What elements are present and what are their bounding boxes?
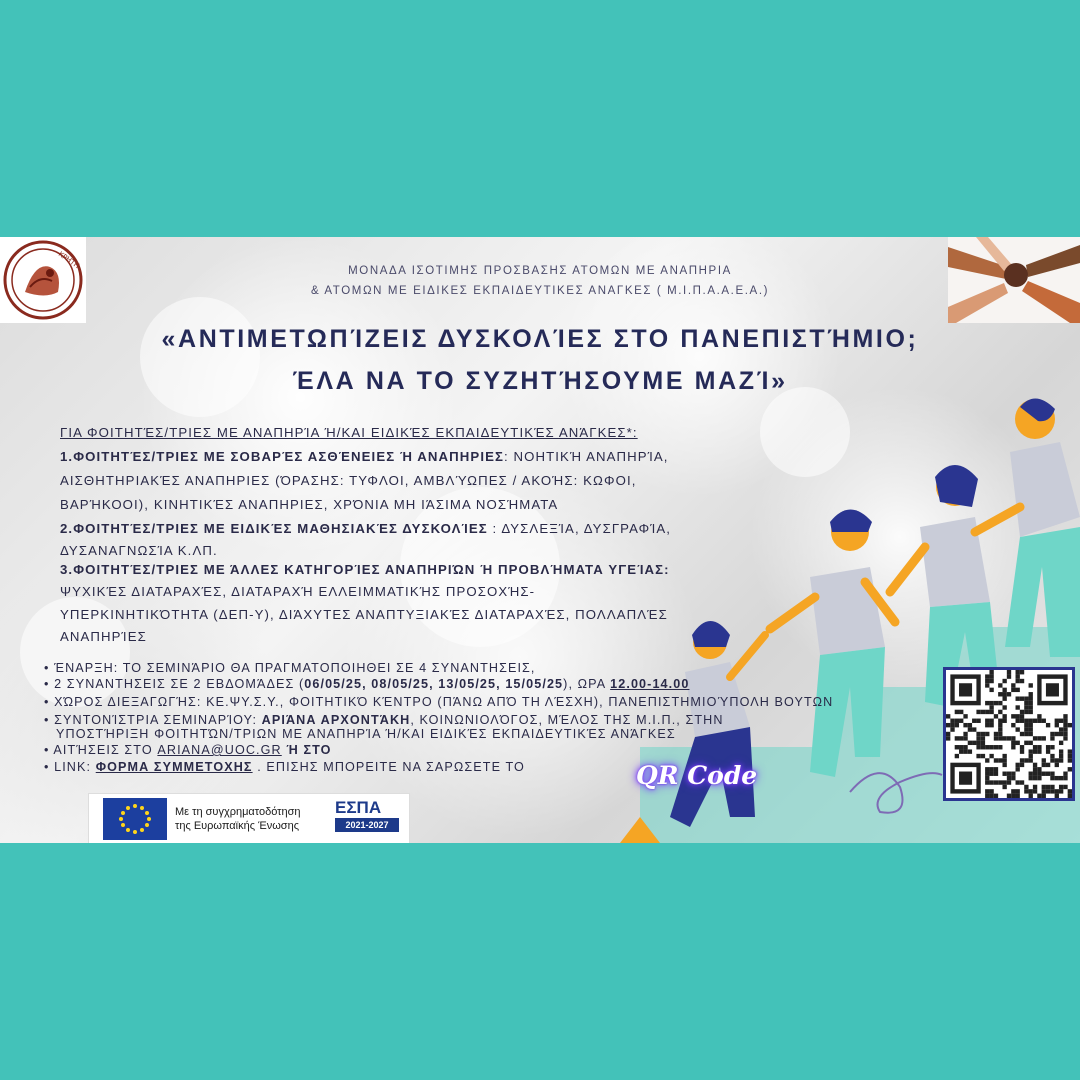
category-3	[60, 562, 670, 577]
schedule-time-prefix: ), ΩΡΑ	[563, 677, 611, 691]
venue-info: • ΧΏΡΟΣ ΔΙΕΞΑΓΩΓΉΣ: ΚΕ.ΨΥ.Σ.Υ., ΦΟΙΤΗΤΙΚΌ ΚΈΝΤΡΟ (ΠΆΝΩ ΑΠΌ ΤΗ ΛΈΣΧΗ), ΠΑΝΕΠΙΣΤΗΜΙΟΎΠΟΛΗ ΒΟΥΤΩΝ	[44, 695, 834, 709]
schedule-dates: 06/05/25, 08/05/25, 13/05/25, 15/05/25	[304, 677, 564, 691]
bokeh-light	[140, 297, 260, 417]
category-3-line2: ΨΥΧΙΚΈΣ ΔΙΑΤΑΡΑΧΈΣ, ΔΙΑΤΑΡΑΧΉ ΕΛΛΕΙΜΜΑΤΙΚΉΣ ΠΡΟΣΟΧΉΣ-	[60, 584, 536, 599]
link-info	[44, 760, 525, 774]
schedule-info	[44, 677, 689, 691]
title-line2: ΈΛΑ ΝΑ ΤΟ ΣΥΖΗΤΉΣΟΥΜΕ ΜΑΖΊ»	[292, 367, 788, 395]
category-1-text: : ΝΟΗΤΙΚΉ ΑΝΑΠΗΡΊΑ,	[504, 449, 669, 464]
university-logo	[0, 237, 86, 323]
category-2-line2: ΔΥΣΑΝΑΓΝΩΣΊΑ Κ.ΛΠ.	[60, 543, 218, 558]
coordinator-info	[44, 713, 724, 727]
schedule-prefix: • 2 ΣΥΝΑΝΤΗΣΕΙΣ ΣΕ 2 ΕΒΔΟΜΆΔΕΣ (	[44, 677, 305, 691]
espa-logo-text: ΕΣΠΑ	[335, 798, 382, 817]
eu-text-line2: της Ευρωπαϊκής Ένωσης	[175, 820, 299, 832]
qr-code[interactable]	[943, 667, 1075, 801]
organization-name-line2: & ΑΤΟΜΩΝ ΜΕ ΕΙΔΙΚΕΣ ΕΚΠΑΙΔΕΥΤΙΚΕΣ ΑΝΑΓΚΕΣ ( Μ.Ι.Π.Α.Α.Ε.Α.)	[310, 285, 770, 297]
link-prefix: • LINK:	[44, 760, 96, 774]
category-3-heading: 3.ΦΟΙΤΗΤΈΣ/ΤΡΙΕΣ ΜΕ ΆΛΛΕΣ ΚΑΤΗΓΟΡΊΕΣ ΑΝΑΠΗΡΙΏΝ Ή ΠΡΟΒΛΉΜΑΤΑ ΥΓΕΊΑΣ:	[60, 562, 670, 577]
coordinator-info-line2: ΥΠΟΣΤΉΡΙΞΗ ΦΟΙΤΗΤΏΝ/ΤΡΙΩΝ ΜΕ ΑΝΑΠΗΡΊΑ Ή/ΚΑΙ ΕΙΔΙΚΈΣ ΕΚΠΑΙΔΕΥΤΙΚΈΣ ΑΝΆΓΚΕΣ	[56, 727, 676, 741]
coordinator-name: ΑΡΙΆΝΑ ΑΡΧΟΝΤΆΚΗ	[261, 713, 411, 727]
category-2-heading: 2.ΦΟΙΤΗΤΈΣ/ΤΡΙΕΣ ΜΕ ΕΙΔΙΚΈΣ ΜΑΘΗΣΙΑΚΈΣ ΔΥΣΚΟΛΊΕΣ	[60, 521, 488, 536]
coordinator-prefix: • ΣΥΝΤΟΝΊΣΤΡΙΑ ΣΕΜΙΝΑΡΊΟΥ:	[44, 713, 262, 727]
category-2-text: : ΔΥΣΛΕΞΊΑ, ΔΥΣΓΡΑΦΊΑ,	[487, 521, 672, 536]
eu-text-line1: Με τη συγχρηματοδότηση	[175, 806, 301, 818]
title-line1: «ΑΝΤΙΜΕΤΩΠΊΖΕΙΣ ΔΥΣΚΟΛΊΕΣ ΣΤΟ ΠΑΝΕΠΙΣΤΉΜΙΟ;	[161, 325, 919, 353]
link-suffix: . ΕΠΙΣΗΣ ΜΠΟΡΕΙΤΕ ΝΑ ΣΑΡΩΣΕΤΕ ΤΟ	[252, 760, 525, 774]
qr-code-label: QR Code	[636, 761, 758, 790]
eu-cofunding-text	[175, 805, 301, 833]
funding-banner	[88, 793, 410, 843]
category-2	[60, 521, 671, 536]
poster	[0, 237, 1080, 843]
start-info: • ΈΝΑΡΞΗ: ΤΟ ΣΕΜΙΝΆΡΙΟ ΘΑ ΠΡΑΓΜΑΤΟΠΟΙΗΘΕΙ ΣΕ 4 ΣΥΝΑΝΤΗΣΕΙΣ,	[44, 661, 536, 675]
category-1-heading: 1.ΦΟΙΤΗΤΈΣ/ΤΡΙΕΣ ΜΕ ΣΟΒΑΡΈΣ ΑΣΘΈΝΕΙΕΣ Ή ΑΝΑΠΗΡΙΕΣ	[60, 449, 504, 464]
application-info	[44, 743, 332, 757]
hands-photo	[948, 237, 1080, 323]
organization-name-line1: ΜΟΝΑΔΑ ΙΣΟΤΙΜΗΣ ΠΡΟΣΒΑΣΗΣ ΑΤΟΜΩΝ ΜΕ ΑΝΑΠΗΡΙΑ	[348, 265, 732, 277]
category-1-line2: ΑΙΣΘΗΤΗΡΙΑΚΈΣ ΑΝΑΠΗΡΙΕΣ (ΌΡΑΣΗΣ: ΤΥΦΛΟΙ, ΑΜΒΛΎΩΠΕΣ / ΑΚΟΉΣ: ΚΩΦΟΙ,	[60, 473, 637, 488]
schedule-time: 12.00-14.00	[610, 677, 690, 691]
eu-flag-icon	[103, 798, 167, 840]
category-3-line4: ΑΝΑΠΗΡΊΕΣ	[60, 629, 147, 644]
application-email-link[interactable]: ARIANA@UOC.GR	[157, 743, 282, 757]
category-1	[60, 449, 669, 464]
registration-form-link[interactable]: ΦΟΡΜΑ ΣΥΜΜΕΤΟΧΗΣ	[95, 760, 253, 774]
audience-intro: ΓΙΑ ΦΟΙΤΗΤΈΣ/ΤΡΙΕΣ ΜΕ ΑΝΑΠΗΡΊΑ Ή/ΚΑΙ ΕΙΔΙΚΈΣ ΕΚΠΑΙΔΕΥΤΙΚΈΣ ΑΝΆΓΚΕΣ*:	[60, 425, 638, 440]
application-suffix: Ή ΣΤΟ	[281, 743, 332, 757]
coordinator-role: , ΚΟΙΝΩΝΙΟΛΌΓΟΣ, ΜΈΛΟΣ ΤΗΣ Μ.Ι.Π., ΣΤΗΝ	[410, 713, 724, 727]
logo-text: ΚΡΗΤΗ	[56, 250, 81, 271]
application-prefix: • ΑΙΤΉΣΕΙΣ ΣΤΟ	[44, 743, 158, 757]
category-1-line3: ΒΑΡΉΚΟΟΙ), ΚΙΝΗΤΙΚΈΣ ΑΝΑΠΗΡΙΕΣ, ΧΡΌΝΙΑ ΜΗ ΙΆΣΙΜΑ ΝΟΣΉΜΑΤΑ	[60, 497, 559, 512]
category-3-line3: ΥΠΕΡΚΙΝΗΤΙΚΌΤΗΤΑ (ΔΕΠ-Υ), ΔΙΆΧΥΤΕΣ ΑΝΑΠΤΥΞΙΑΚΈΣ ΔΙΑΤΑΡΑΧΈΣ, ΠΟΛΛΑΠΛΈΣ	[60, 607, 668, 622]
espa-years: 2021-2027	[335, 818, 399, 832]
